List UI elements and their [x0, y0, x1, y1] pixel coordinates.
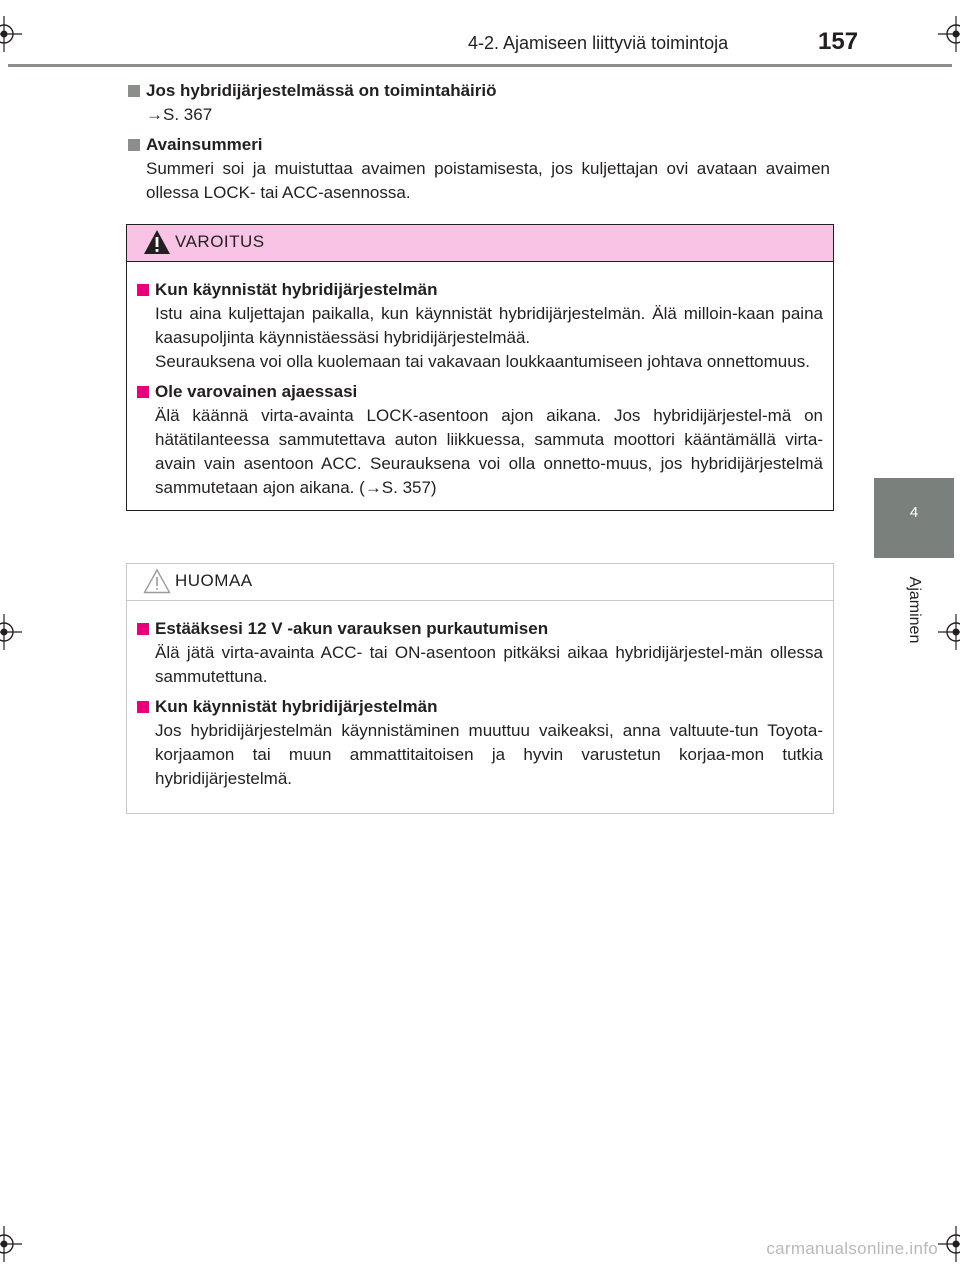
notice-item-heading: Estääksesi 12 V -akun varauksen purkautumisen — [135, 617, 823, 641]
watermark: carmanualsonline.info — [766, 1239, 938, 1258]
header-divider — [8, 64, 952, 67]
warning-box — [126, 224, 834, 511]
registration-mark-icon — [938, 614, 960, 650]
intro-section — [126, 79, 830, 205]
notice-box — [126, 563, 834, 814]
paragraph: Summeri soi ja muistuttaa avaimen poistamisesta, jos kuljettajan ovi avataan avaimen ollessa LOCK- tai ACC-asennossa. — [146, 159, 830, 202]
paragraph: Istu aina kuljettajan paikalla, kun käynnistät hybridijärjestelmän. Älä milloin-kaan paina kaasupoljinta käynnistäessäsi hybridijärjestelmää. — [155, 304, 823, 347]
caution-outline-triangle-icon — [143, 568, 171, 594]
chapter-number: 4 — [909, 504, 919, 521]
warning-item-heading: Kun käynnistät hybridijärjestelmän — [135, 278, 823, 302]
registration-mark-icon — [0, 1226, 22, 1262]
paragraph: Älä jätä virta-avainta ACC- tai ON-asentoon pitkäksi aikaa hybridijärjestel-män ollessa sammutettuna. — [155, 643, 823, 686]
section-heading: Avainsummeri — [126, 133, 830, 157]
notice-item-heading: Kun käynnistät hybridijärjestelmän — [135, 695, 823, 719]
paragraph: Seurauksena voi olla kuolemaan tai vakavaan loukkaantumiseen johtava onnettomuus. — [155, 352, 810, 371]
square-bullet-icon — [137, 701, 149, 713]
paragraph: Jos hybridijärjestelmän käynnistäminen muuttuu vaikeaksi, anna valtuute-tun Toyota-korjaamon tai muun ammattitaitoisen ja hyvin varustetun korjaa-mon tutkia hybridijärjestelmä. — [155, 721, 823, 788]
square-bullet-icon — [137, 386, 149, 398]
registration-mark-icon — [0, 614, 22, 650]
notice-header — [127, 564, 833, 601]
square-bullet-icon — [128, 85, 140, 97]
square-bullet-icon — [137, 623, 149, 635]
section-heading: Jos hybridijärjestelmässä on toimintahäiriö — [126, 79, 830, 103]
registration-mark-icon — [938, 1226, 960, 1262]
registration-mark-icon — [0, 16, 22, 52]
warning-body — [127, 262, 833, 510]
notice-title: HUOMAA — [175, 571, 253, 590]
square-bullet-icon — [137, 284, 149, 296]
paragraph: →S. 367 — [146, 105, 213, 124]
section-title: 4-2. Ajamiseen liittyviä toimintoja — [468, 33, 729, 53]
warning-item-heading: Ole varovainen ajaessasi — [135, 380, 823, 404]
chapter-label-text: Ajaminen — [906, 576, 923, 644]
square-bullet-icon — [128, 139, 140, 151]
warning-header — [127, 225, 833, 262]
chapter-label — [900, 565, 928, 655]
notice-body — [127, 601, 833, 813]
warning-title: VAROITUS — [175, 232, 265, 251]
chapter-tab — [874, 478, 954, 558]
registration-mark-icon — [938, 16, 960, 52]
paragraph: Älä käännä virta-avainta LOCK-asentoon ajon aikana. Jos hybridijärjestel-mä on hätätilanteessa sammutettava auton liikkuessa, sammuta moottori kääntämällä virta-avain vain asentoon ACC. Seurauksena voi olla onnetto-muus, jos hybridijärjestelmä sammutetaan ajon aikana. (→S. 357) — [155, 406, 823, 497]
page-number: 157 — [818, 28, 859, 55]
warning-triangle-icon — [143, 229, 171, 255]
